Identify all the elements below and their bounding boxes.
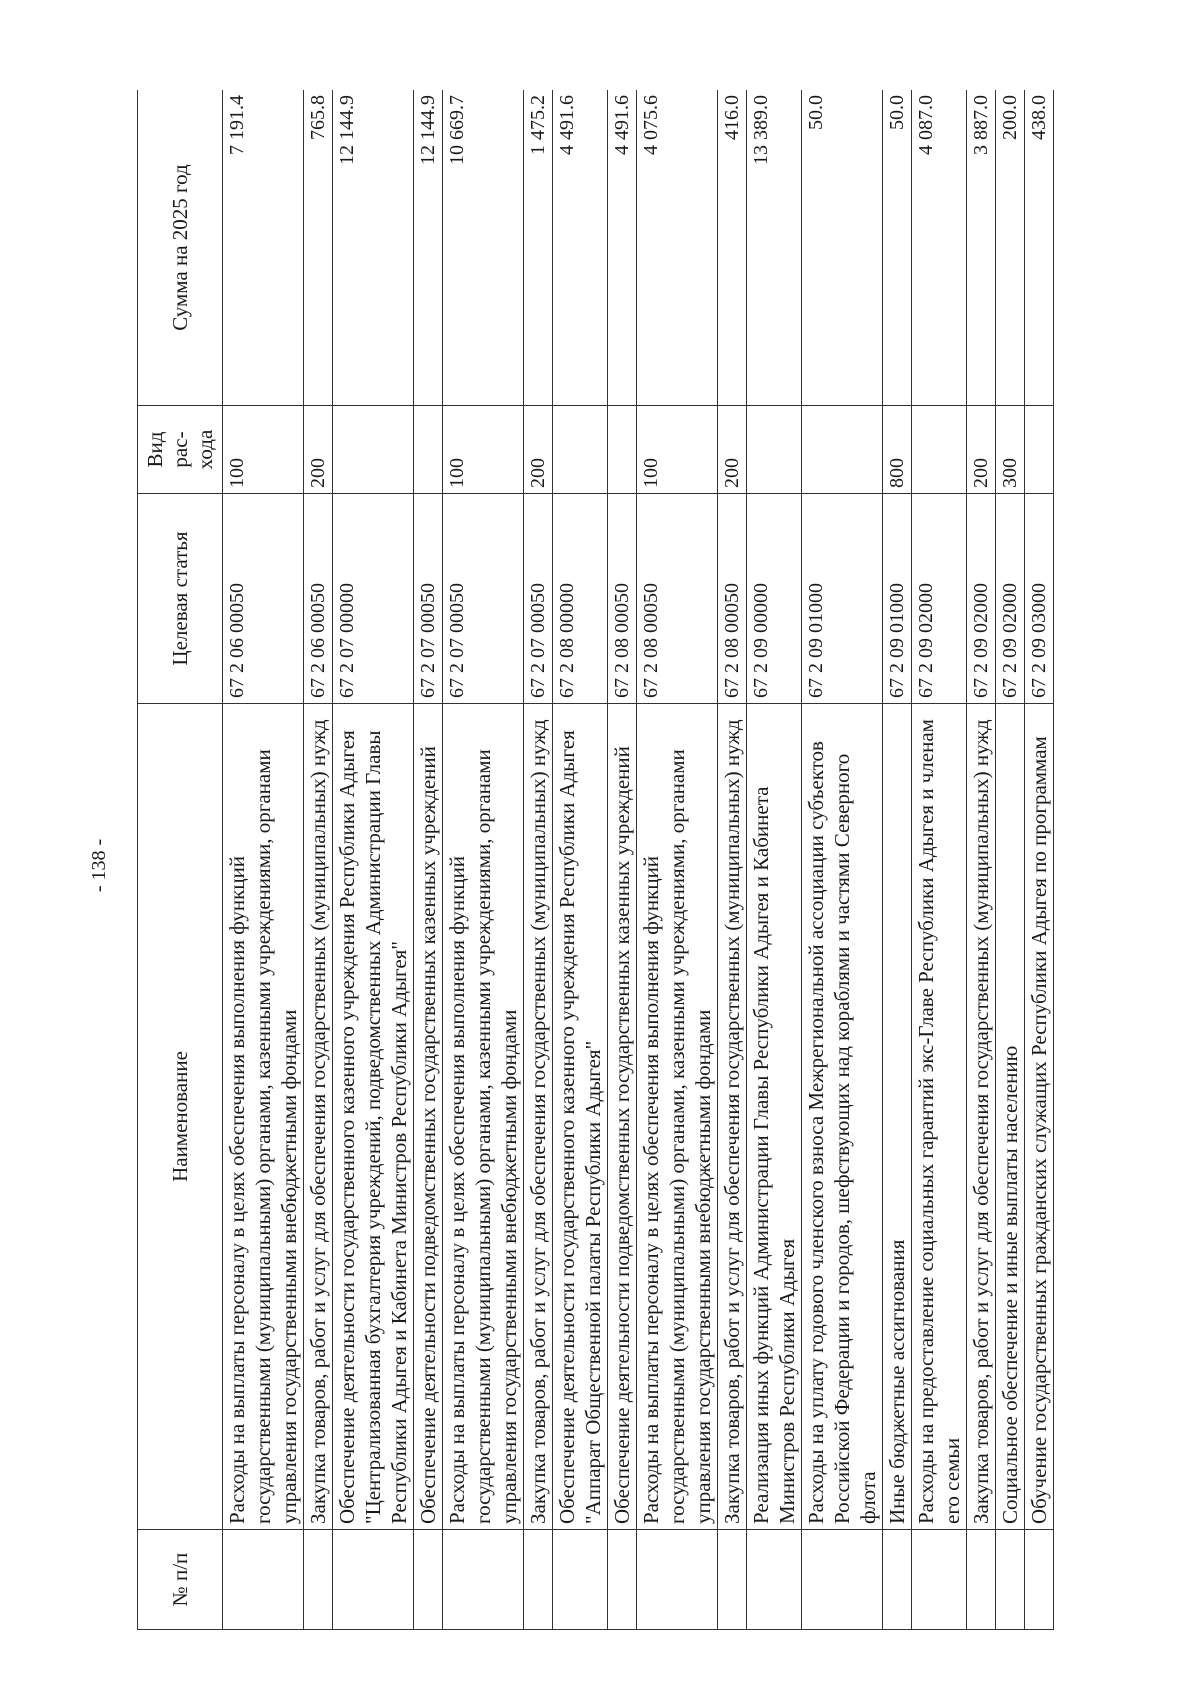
cell-code: 67 2 09 03000 [1025, 494, 1054, 704]
cell-name: Закупка товаров, работ и услуг для обеспечения государственных (муниципальных) нужд [524, 704, 553, 1530]
rotated-table-container [137, 90, 1077, 1630]
cell-amount: 4 087.0 [912, 90, 967, 406]
cell-name: Обеспечение деятельности подведомственных государственных казенных учреждений [414, 704, 443, 1530]
cell-num [304, 1530, 333, 1630]
table-row [1025, 90, 1054, 1630]
cell-num [967, 1530, 996, 1630]
cell-name: Социальное обеспечение и иные выплаты населению [996, 704, 1025, 1530]
table-row [414, 90, 443, 1630]
table-row [747, 90, 802, 1630]
cell-name: Расходы на выплаты персоналу в целях обеспечения выполнения функций государственными (муниципальными) органами, казенными учреждениями, органами управления государственными внебюджетными фондами [223, 704, 304, 1530]
cell-amount: 416.0 [718, 90, 747, 406]
cell-code: 67 2 09 01000 [802, 494, 883, 704]
cell-kind: 100 [443, 406, 524, 494]
cell-name: Закупка товаров, работ и услуг для обеспечения государственных (муниципальных) нужд [304, 704, 333, 1530]
cell-name: Обучение государственных гражданских служащих Республики Адыгея по программам [1025, 704, 1054, 1530]
cell-kind: 100 [223, 406, 304, 494]
table-header-row [138, 90, 223, 1630]
cell-num [718, 1530, 747, 1630]
cell-name: Обеспечение деятельности подведомственных государственных казенных учреждений [608, 704, 637, 1530]
header-code: Целевая статья [138, 494, 223, 704]
cell-amount: 12 144.9 [414, 90, 443, 406]
cell-num [996, 1530, 1025, 1630]
cell-kind [747, 406, 802, 494]
cell-num [443, 1530, 524, 1630]
cell-num [223, 1530, 304, 1630]
cell-code: 67 2 07 00050 [524, 494, 553, 704]
cell-kind [414, 406, 443, 494]
page-number-text: - 138 - [88, 838, 111, 892]
cell-amount: 4 491.6 [608, 90, 637, 406]
cell-code: 67 2 09 00000 [747, 494, 802, 704]
table-row [802, 90, 883, 1630]
header-kind: Вид рас- хода [138, 406, 223, 494]
cell-name: Обеспечение деятельности государственного казенного учреждения Республики Адыгея "Аппарат Общественной палаты Республики Адыгея" [553, 704, 608, 1530]
table-body [223, 90, 1054, 1630]
rotated-table-content [137, 90, 1077, 1630]
cell-name: Расходы на выплаты персоналу в целях обеспечения выполнения функций государственными (муниципальными) органами, казенными учреждениями, органами управления государственными внебюджетными фондами [637, 704, 718, 1530]
cell-name: Закупка товаров, работ и услуг для обеспечения государственных (муниципальных) нужд [967, 704, 996, 1530]
cell-amount: 4 075.6 [637, 90, 718, 406]
cell-code: 67 2 09 02000 [996, 494, 1025, 704]
cell-amount: 765.8 [304, 90, 333, 406]
cell-name: Расходы на уплату годового членского взноса Межрегиональной ассоциации субъектов Российской Федерации и городов, шефствующих над кораблями и частями Северного флота [802, 704, 883, 1530]
cell-num [414, 1530, 443, 1630]
cell-code: 67 2 07 00050 [414, 494, 443, 704]
cell-name: Иные бюджетные ассигнования [883, 704, 912, 1530]
cell-amount: 13 389.0 [747, 90, 802, 406]
cell-num [608, 1530, 637, 1630]
cell-name: Реализация иных функций Администрации Главы Республики Адыгея и Кабинета Министров Республики Адыгея [747, 704, 802, 1530]
cell-amount: 50.0 [802, 90, 883, 406]
header-amount: Сумма на 2025 год [138, 90, 223, 406]
cell-code: 67 2 09 02000 [912, 494, 967, 704]
cell-num [912, 1530, 967, 1630]
cell-num [524, 1530, 553, 1630]
cell-amount: 4 491.6 [553, 90, 608, 406]
cell-kind: 200 [967, 406, 996, 494]
table-row [912, 90, 967, 1630]
table-row [608, 90, 637, 1630]
cell-kind: 100 [637, 406, 718, 494]
cell-amount: 3 887.0 [967, 90, 996, 406]
cell-num [333, 1530, 414, 1630]
table-row [443, 90, 524, 1630]
header-num: № п/п [138, 1530, 223, 1630]
cell-amount: 1 475.2 [524, 90, 553, 406]
cell-num [747, 1530, 802, 1630]
cell-num [802, 1530, 883, 1630]
cell-name: Закупка товаров, работ и услуг для обеспечения государственных (муниципальных) нужд [718, 704, 747, 1530]
cell-num [883, 1530, 912, 1630]
cell-kind [912, 406, 967, 494]
table-row [223, 90, 304, 1630]
cell-num [1025, 1530, 1054, 1630]
cell-code: 67 2 08 00000 [553, 494, 608, 704]
table-row [333, 90, 414, 1630]
cell-name: Обеспечение деятельности государственного казенного учреждения Республики Адыгея "Централизованная бухгалтерия учреждений, подведомственных Администрации Главы Республики Адыгея и Кабинета Министров Республики Адыгея" [333, 704, 414, 1530]
cell-kind [802, 406, 883, 494]
cell-num [637, 1530, 718, 1630]
cell-amount: 12 144.9 [333, 90, 414, 406]
cell-kind: 200 [304, 406, 333, 494]
cell-amount: 10 669.7 [443, 90, 524, 406]
table-row [304, 90, 333, 1630]
page-number [80, 820, 120, 910]
cell-amount: 200.0 [996, 90, 1025, 406]
cell-code: 67 2 07 00050 [443, 494, 524, 704]
cell-code: 67 2 06 00050 [304, 494, 333, 704]
cell-num [553, 1530, 608, 1630]
table-row [718, 90, 747, 1630]
cell-name: Расходы на предоставление социальных гарантий экс-Главе Республики Адыгея и членам его семьи [912, 704, 967, 1530]
cell-code: 67 2 07 00000 [333, 494, 414, 704]
cell-code: 67 2 06 00050 [223, 494, 304, 704]
cell-amount: 438.0 [1025, 90, 1054, 406]
cell-code: 67 2 09 01000 [883, 494, 912, 704]
table-row [553, 90, 608, 1630]
budget-table [137, 90, 1054, 1630]
cell-code: 67 2 08 00050 [637, 494, 718, 704]
cell-kind: 200 [718, 406, 747, 494]
cell-amount: 50.0 [883, 90, 912, 406]
cell-kind [553, 406, 608, 494]
header-name: Наименование [138, 704, 223, 1530]
cell-kind: 300 [996, 406, 1025, 494]
table-row [637, 90, 718, 1630]
table-row [524, 90, 553, 1630]
cell-kind [608, 406, 637, 494]
table-row [996, 90, 1025, 1630]
cell-code: 67 2 08 00050 [608, 494, 637, 704]
table-row [967, 90, 996, 1630]
cell-code: 67 2 09 02000 [967, 494, 996, 704]
table-row [883, 90, 912, 1630]
cell-kind: 200 [524, 406, 553, 494]
cell-kind [333, 406, 414, 494]
cell-name: Расходы на выплаты персоналу в целях обеспечения выполнения функций государственными (муниципальными) органами, казенными учреждениями, органами управления государственными внебюджетными фондами [443, 704, 524, 1530]
cell-amount: 7 191.4 [223, 90, 304, 406]
cell-kind [1025, 406, 1054, 494]
cell-kind: 800 [883, 406, 912, 494]
cell-code: 67 2 08 00050 [718, 494, 747, 704]
